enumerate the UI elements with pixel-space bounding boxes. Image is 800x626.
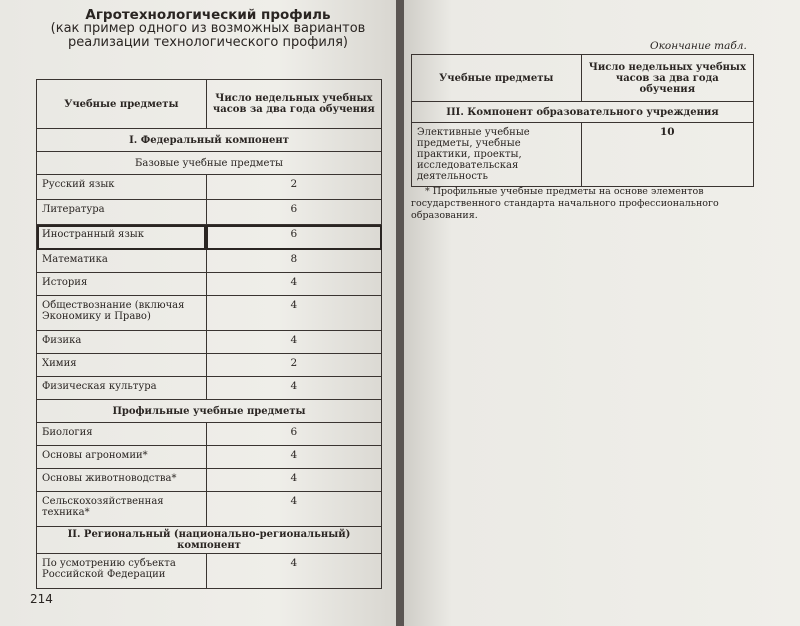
hours-cell: 6	[206, 200, 381, 225]
title-line-1: Агротехнологический профиль	[85, 7, 331, 23]
hours-cell: 4	[206, 446, 381, 469]
title-line-3: реализации технологического профиля)	[67, 35, 348, 50]
table-row	[37, 492, 382, 527]
section-row	[37, 527, 382, 554]
subject-cell: Основы животноводства*	[37, 469, 207, 492]
left-page	[0, 0, 398, 626]
hours-cell: 4	[206, 331, 381, 354]
subject-cell: Литература	[37, 200, 207, 225]
hours-cell: 4	[206, 554, 381, 589]
col-subjects-header: Учебные предметы	[37, 80, 207, 129]
subject-cell: Иностранный язык	[37, 225, 207, 250]
hours-cell: 10	[581, 123, 753, 187]
hours-cell: 2	[206, 354, 381, 377]
table-row	[37, 446, 382, 469]
table-row	[37, 225, 382, 250]
page-title	[38, 8, 378, 50]
hours-cell: 4	[206, 492, 381, 527]
table-row	[412, 123, 754, 187]
subject-cell: Физическая культура	[37, 377, 207, 400]
page-number: 214	[30, 592, 53, 606]
hours-cell: 6	[206, 225, 381, 250]
table-row	[37, 423, 382, 446]
subject-cell: Обществознание (включая Экономику и Право)	[37, 296, 207, 331]
table-header-row	[37, 80, 382, 129]
hours-cell: 4	[206, 296, 381, 331]
table-row	[37, 273, 382, 296]
table-row	[37, 354, 382, 377]
curriculum-table-continued	[411, 54, 754, 187]
federal-component-header: I. Федеральный компонент	[37, 129, 382, 152]
section-row	[37, 129, 382, 152]
title-line-2: (как пример одного из возможных вариантов	[50, 21, 366, 36]
continuation-label: Окончание табл.	[650, 40, 747, 52]
curriculum-table	[36, 79, 382, 589]
table-row	[37, 250, 382, 273]
hours-cell: 6	[206, 423, 381, 446]
col-hours-header: Число недельных учебных часов за два года обучения	[206, 80, 381, 129]
subject-cell: Биология	[37, 423, 207, 446]
table-row	[37, 200, 382, 225]
subject-cell: Математика	[37, 250, 207, 273]
subject-cell: История	[37, 273, 207, 296]
subject-cell: Основы агрономии*	[37, 446, 207, 469]
hours-cell: 4	[206, 273, 381, 296]
hours-cell: 2	[206, 175, 381, 200]
footnote: * Профильные учебные предметы на основе элементов государственного стандарта начального профессионального образования.	[411, 186, 719, 221]
hours-cell: 4	[206, 469, 381, 492]
table-row	[37, 175, 382, 200]
hours-cell: 4	[206, 377, 381, 400]
table-row	[37, 331, 382, 354]
col-hours-header: Число недельных учебных часов за два года обучения	[581, 55, 753, 102]
profile-subjects-header: Профильные учебные предметы	[37, 400, 382, 423]
hours-cell: 8	[206, 250, 381, 273]
subsection-row	[37, 152, 382, 175]
col-subjects-header: Учебные предметы	[412, 55, 582, 102]
table-row	[37, 469, 382, 492]
subject-cell: Русский язык	[37, 175, 207, 200]
subject-cell: Физика	[37, 331, 207, 354]
table-row	[37, 554, 382, 589]
school-component-header: III. Компонент образовательного учреждения	[412, 102, 754, 123]
basic-subjects-header: Базовые учебные предметы	[37, 152, 382, 175]
table-row	[37, 377, 382, 400]
subject-cell: Химия	[37, 354, 207, 377]
section-row	[412, 102, 754, 123]
regional-component-header: II. Региональный (национально-региональный) компонент	[37, 527, 382, 554]
table-header-row	[412, 55, 754, 102]
subject-cell: Сельскохозяйственная техника*	[37, 492, 207, 527]
table-row	[37, 296, 382, 331]
subject-cell: По усмотрению субъекта Российской Федерации	[37, 554, 207, 589]
subject-cell: Элективные учебные предметы, учебные практики, проекты, исследовательская деятельность	[412, 123, 582, 187]
subsection-row	[37, 400, 382, 423]
